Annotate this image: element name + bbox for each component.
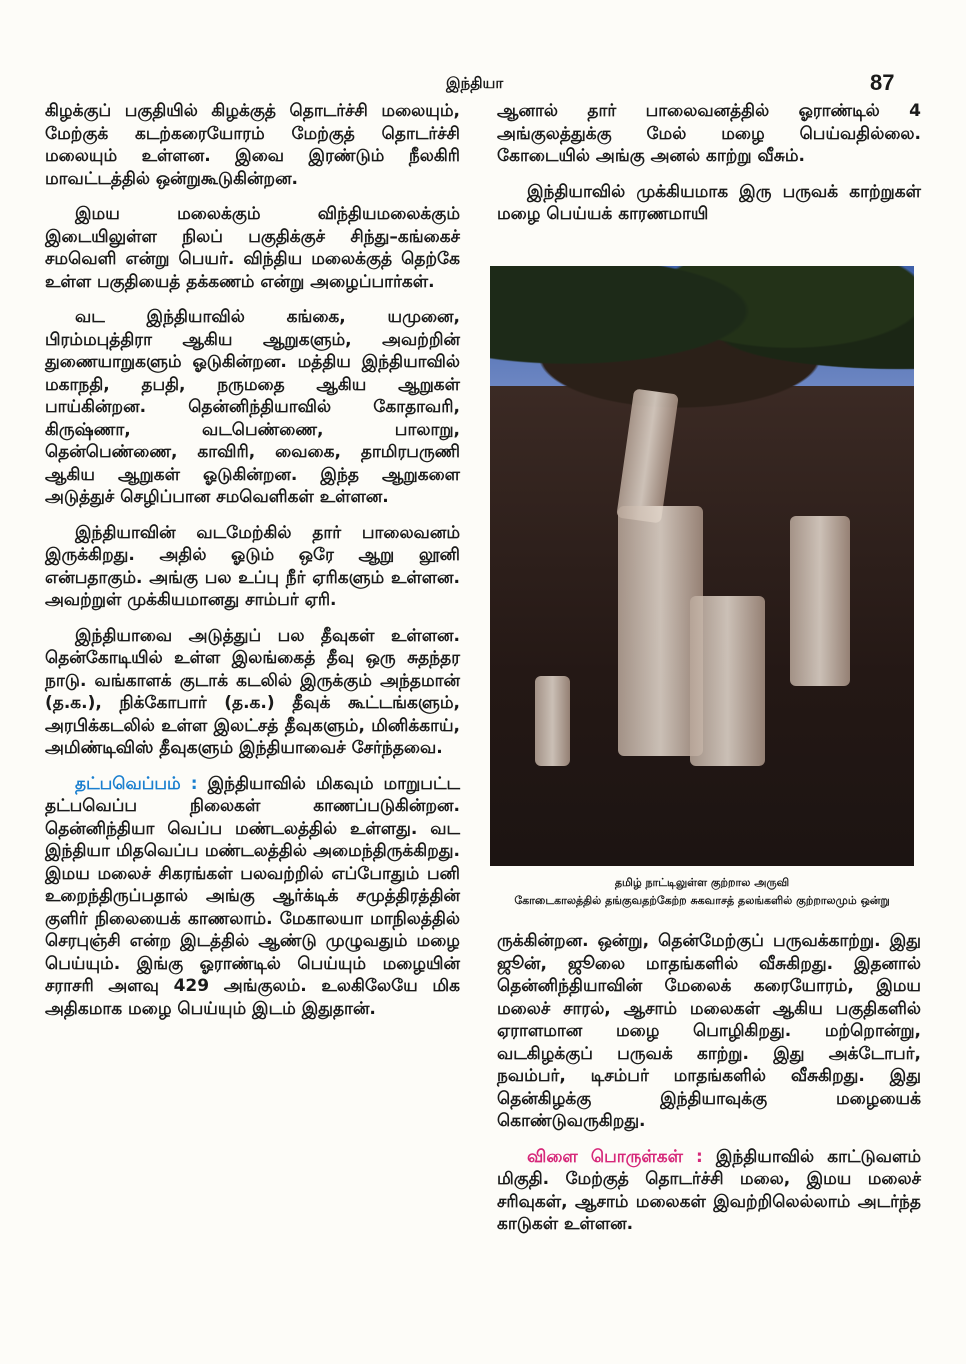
paragraph: இந்தியாவை அடுத்துப் பல தீவுகள் உள்ளன. தென்கோடியில் உள்ள இலங்கைத் தீவு ஒரு சுதந்தர நாடு. வங்காளக் குடாக் கடலில் இருக்கும் அந்தமான் (த.க.), நிக்கோபார் (த.க.) தீவுக் கூட்டங்களும், அரபிக்கடலில் உள்ள இலட்சத் தீவுகளும், மினிக்காய், அமிண்டிவிஸ் தீவுகளும் இந்தியாவைச் சேர்ந்தவை. (45, 625, 460, 758)
paragraph: இந்தியாவின் வடமேற்கில் தார் பாலைவனம் இருக்கிறது. அதில் ஓடும் ஒரே ஆறு லூனி என்பதாகும். அங்கு பல உப்பு நீர் ஏரிகளும் உள்ளன. அவற்றுள் முக்கியமானது சாம்பர் ஏரி. (45, 522, 460, 610)
right-column-top (497, 100, 921, 239)
page-title: இந்தியா (446, 74, 504, 92)
section-heading-temperature: தட்பவெப்பம் : (75, 773, 198, 794)
left-column (45, 100, 460, 1033)
products-section (497, 1146, 921, 1236)
running-header (0, 72, 966, 98)
page-number: 87 (870, 70, 895, 95)
products-text: இந்தியாவில் காட்டுவளம் மிகுதி. மேற்குத் தொடர்ச்சி மலை, இமய மலைச் சரிவுகள், ஆசாம் மலைகள் இவற்றிலெல்லாம் அடர்ந்த காடுகள் உள்ளன. (497, 1146, 921, 1234)
section-heading-products: விளை பொருள்கள் : (527, 1146, 703, 1167)
paragraph: வட இந்தியாவில் கங்கை, யமுனை, பிரம்மபுத்திரா ஆகிய ஆறுகளும், அவற்றின் துணையாறுகளும் ஓடுகின்றன. மத்திய இந்தியாவில் மகாநதி, தபதி, நருமதை ஆகிய ஆறுகள் பாய்கின்றன. தென்னிந்தியாவில் கோதாவரி, கிருஷ்ணா, வடபெண்ணை, பாலாறு, தென்பெண்ணை, காவிரி, வைகை, தாமிரபருணி ஆகிய ஆறுகள் ஓடுகின்றன. இந்த ஆறுகளை அடுத்துச் செழிப்பான சமவெளிகள் உள்ளன. (45, 307, 460, 507)
paragraph: கிழக்குப் பகுதியில் கிழக்குத் தொடர்ச்சி மலையும், மேற்குக் கடற்கரையோரம் மேற்குத் தொடர்ச்சி மலையும் உள்ளன. இவை இரண்டும் நீலகிரி மாவட்டத்தில் ஒன்றுகூடுகின்றன. (45, 101, 460, 189)
paragraph: இந்தியாவில் முக்கியமாக இரு பருவக் காற்றுகள் மழை பெய்யக் காரணமாயி (497, 181, 921, 224)
caption-line: தமிழ் நாட்டிலுள்ள குற்றால அருவி (614, 876, 790, 889)
caption-line: கோடைகாலத்தில் தங்குவதற்கேற்ற சுகவாசத் தலங்களில் குற்றாலமும் ஒன்று (514, 894, 890, 907)
waterfall-stream (790, 516, 850, 686)
paragraph: ருக்கின்றன. ஒன்று, தென்மேற்குப் பருவக்காற்று. இது ஜூன், ஜூலை மாதங்களில் வீசுகிறது. இதனால் தென்னிந்தியாவின் மேலைக் கரையோரம், இமய மலைச் சாரல், ஆசாம் மலைகள் ஆகிய பகுதிகளில் ஏராளமான மழை பொழிகிறது. மற்றொன்று, வடகிழக்குப் பருவக் காற்று. இது அக்டோபர், நவம்பர், டிசம்பர் மாதங்களில் வீசுகிறது. இது தென்கிழக்கு இந்தியாவுக்கு மழையைக் கொண்டுவருகிறது. (497, 931, 921, 1131)
waterfall-photo (490, 266, 914, 866)
right-column-bottom (497, 930, 921, 1249)
waterfall-stream (690, 596, 765, 766)
temperature-text: இந்தியாவில் மிகவும் மாறுபட்ட தட்பவெப்ப நிலைகள் காணப்படுகின்றன. தென்னிந்தியா வெப்ப மண்டலத்தில் உள்ளது. வட இந்தியா மிதவெப்ப மண்டலத்தில் அமைந்திருக்கிறது. இமய மலைச் சிகரங்கள் பலவற்றில் எப்போதும் பனி உறைந்திருப்பதால் அங்கு ஆர்க்டிக் சமுத்திரத்தின் குளிர் நிலையைக் காணலாம். மேகாலயா மாநிலத்தில் செரபுஞ்சி என்ற இடத்தில் ஆண்டு முழுவதும் மழை பெய்யும். இங்கு ஓராண்டில் பெய்யும் மழையின் சராசரி அளவு 429 அங்குலம். உலகிலேயே மிக அதிகமாக மழை பெய்யும் இடம் இதுதான். (45, 773, 461, 1019)
paragraph: இமய மலைக்கும் விந்தியமலைக்கும் இடையிலுள்ள நிலப் பகுதிக்குச் சிந்து–கங்கைச் சமவெளி என்று பெயர். விந்திய மலைக்குத் தெற்கே உள்ள பகுதியைத் தக்கணம் என்று அழைப்பார்கள். (45, 204, 460, 292)
temperature-section (45, 773, 460, 1021)
photo-caption (490, 876, 914, 908)
photo-trees (490, 266, 914, 416)
paragraph: ஆனால் தார் பாலைவனத்தில் ஓராண்டில் 4 அங்குலத்துக்கு மேல் மழை பெய்வதில்லை. கோடையில் அங்கு அனல் காற்று வீசும். (497, 101, 921, 166)
waterfall-stream (535, 676, 570, 766)
